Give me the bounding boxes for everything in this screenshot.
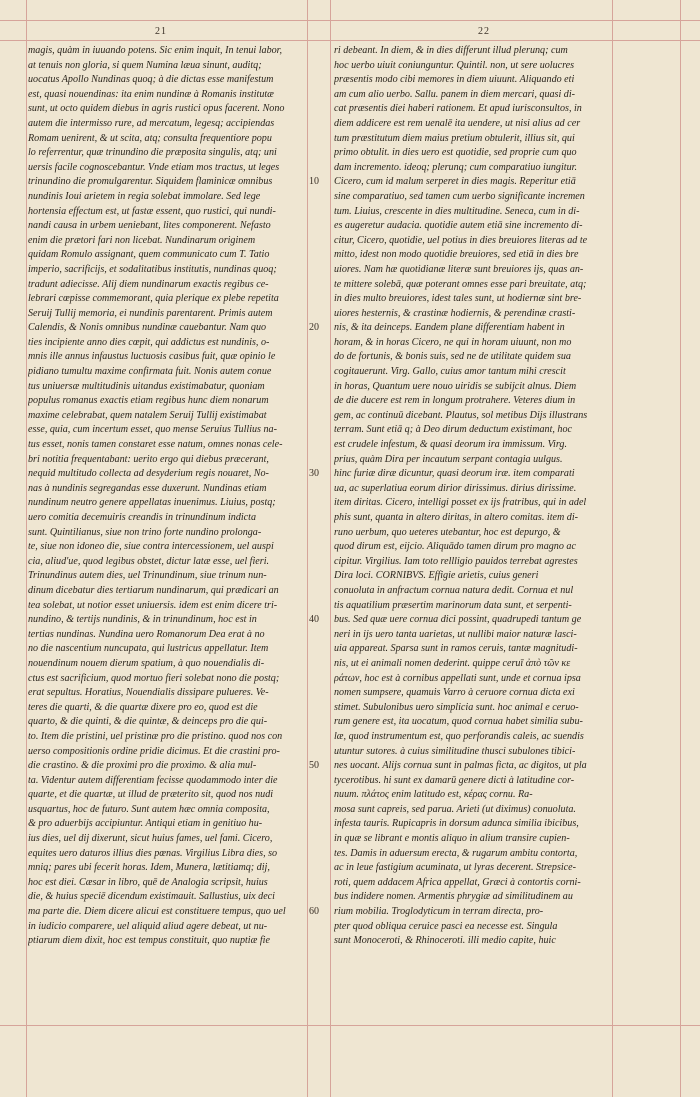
text-line: nundinum neutro genere appellatas inuenimus. Liuius, postq; <box>28 497 276 509</box>
gutter-rule-right <box>330 0 331 1097</box>
text-line: tes. Damis in aduersum erecta, & rugarum ambitu contorta, <box>334 847 578 859</box>
text-line: nes uocant. Alijs cornua sunt in palmas ficta, ac digitos, ut pla <box>334 760 587 772</box>
text-line: ma parte die. Diem dicere alicui est constituere tempus, quo uel <box>28 906 286 918</box>
text-line: tycerotibus. hi sunt ex damarū genere dicti à latitudine cor- <box>334 774 575 786</box>
text-line: dam incremento. ideoq; plerunq; cum comparatiuo iungitur. <box>334 161 577 173</box>
head-rule-top <box>0 20 700 21</box>
text-line: to. Item die pristini, uel pristinæ pro die pristino. quod nos con <box>28 730 283 742</box>
text-line: mosa sunt capreis, sed parua. Arieti (ut diximus) conuoluta. <box>334 803 576 815</box>
outer-rule-right <box>680 0 681 1097</box>
text-line: lo referrentur, quæ trinundino die præposita singulis, atq; uni <box>28 147 277 159</box>
text-line: quarto, & die quinti, & die quintæ, & deinceps pro die qui- <box>28 716 268 728</box>
text-line: uiores. Nam hæ quotidianæ literæ sunt breuiores ijs, quas an- <box>334 263 584 275</box>
text-line: sunt Monoceroti, & Rhinoceroti. illi medio capite, huic <box>334 935 556 947</box>
text-line: in horas, Quantum uere nouo uiridis se subijcit alnus. Diem <box>334 380 577 392</box>
text-line: Cicero, cum id malum serperet in dies magis. Reperitur etiā <box>334 176 576 188</box>
gutter-rule-left <box>307 0 308 1097</box>
text-line: nouendinum nouem dierum spatium, à quo nouendialis di- <box>28 657 265 669</box>
text-line: prius, quàm Dira per incautum serpant contagia uulgus. <box>334 453 563 465</box>
text-line: uocatus Apollo Nundinas quoq; à die dictas esse manifestum <box>28 74 274 86</box>
text-line: conuoluta in anfractum cornua natura dedit. Cornua et nul <box>334 584 574 596</box>
text-line: sunt, ut octo quidem diebus in agris rustici opus facerent. Nono <box>28 103 285 115</box>
text-line: nas à nundinis segregandas esse duxerunt. Nundinas etiam <box>28 482 267 494</box>
text-line: sunt. Quintilianus, siue non trino forte nundino prolonga- <box>28 526 262 538</box>
text-line: autem die intermisso rure, ad mercatum, legesq; accipiendas <box>28 117 275 129</box>
text-line: es augeretur audacia. quotidie autem etiā sine incremento di- <box>334 220 583 232</box>
text-line: nundinis Ioui arietem in regia solebat immolare. Sed lege <box>28 190 261 202</box>
text-line: infesta tauris. Rupicapris in dorsum adunca similia ibicibus, <box>334 818 579 830</box>
text-line: uerso compositionis ordine pridie dicimus. Et die crastini pro- <box>28 745 280 757</box>
text-line: tum. Liuius, crescente in dies multitudine. Seneca, cum in di- <box>334 205 580 217</box>
line-number: 20 <box>309 322 319 334</box>
text-line: in iudicio comparere, uel aliquid aliud agere debeat, ut nu- <box>28 920 268 932</box>
text-line: equites uero daturos illius dies pœnas. Virgilius Libra dies, so <box>28 847 278 859</box>
text-line: præsentis modo cibi memores in diem uiuunt. Aliquando eti <box>334 74 575 86</box>
text-line: bri notitia frequentabant: uerito ergo qui diebus præcerant, <box>28 453 269 465</box>
text-line: erat sepultus. Horatius, Nouendialis dissipare pulueres. Ve- <box>28 687 269 699</box>
text-line: rum genere est, ita uocatum, quod cornua habet similia subu- <box>334 716 583 728</box>
text-line: ta. Videntur autem differentiam fecisse quodammodo inter die <box>28 774 278 786</box>
text-line: sine comparatiuo, sed tamen cum uerbo significante incremen <box>334 190 585 202</box>
text-line: no die nascentium nuncupata, qui lustricus appellatur. Item <box>28 643 269 655</box>
text-line: pidiano tumultu maxime confirmata fuit. Nonis autem conue <box>28 366 272 378</box>
text-line: lebrari cœpisse commemorant, quia plerique ex plebe repetita <box>28 293 279 305</box>
text-line: bus. Sed quæ uere cornua dici possint, quadrupedi tantum ge <box>334 614 582 626</box>
text-line: in dies multo breuiores, idest tales sunt, ut hodiernæ sint bre- <box>334 293 582 305</box>
text-line: ua, ac superlatiua eorum dirior dirissimus. dirius dirissime. <box>334 482 577 494</box>
text-line: de die ducere est rem in longum protrahere. Veteres dium in <box>334 395 576 407</box>
text-line: hoc est diei. Cæsar in libro, quē de Analogia scripsit, huius <box>28 876 268 888</box>
text-line: enim die prætori fari non licebat. Nundinarum originem <box>28 234 256 246</box>
text-line: item diritas. Cicero, intelligi posset ex ijs fratribus, qui in adel <box>334 497 587 509</box>
text-line: tus uniuersæ multitudinis uitandus existimabatur, quoniam <box>28 380 265 392</box>
line-number: 60 <box>309 906 319 918</box>
text-line: stimet. Subulonibus uero simplicia sunt. hoc animal e ceruo- <box>334 701 579 713</box>
line-number: 40 <box>309 614 319 626</box>
text-line: neri in ijs uero tanta uarietas, ut nullibi maior naturæ lasci- <box>334 628 577 640</box>
text-line: nis, & ita deinceps. Eandem plane differentiam habent in <box>334 322 565 334</box>
text-line: Trinundinus autem dies, uel Trinundinum, siue trinum nun- <box>28 570 267 582</box>
text-line: tis aquatilium præsertim marinorum data sunt, et serpenti- <box>334 599 572 611</box>
text-line: usquartus, hoc de futuro. Sunt autem hæc omnia composita, <box>28 803 270 815</box>
right-text-column <box>334 44 611 949</box>
text-line: at tenuis non gloria, si quem Numina læua sinunt, auditq; <box>28 59 262 71</box>
text-line: nuum. πλάτος enim latitudo est, κέρας cornu. Ra- <box>334 789 533 801</box>
text-line: uiores hesternis, & crastinæ hodiernis, & perendinæ crasti- <box>334 307 576 319</box>
text-line: horam, & in horas Cicero, ne qui in horam uiuunt, non mo <box>334 336 572 348</box>
folio-right: 22 <box>478 26 490 37</box>
text-line: te mittere solebā, quæ poterant omnes esse pari breuitate, atq; <box>334 278 587 290</box>
line-number: 10 <box>309 176 319 188</box>
text-line: ράτων, hoc est à cornibus appellati sunt, unde et cornua ipsa <box>334 672 581 684</box>
text-line: nomen sumpsere, quamuis Varro à ceruore cornua dicta exi <box>334 687 575 699</box>
text-line: roti, quem addacem Africa appellat, Græci à contortis corni- <box>334 876 581 888</box>
text-line: rium mobilia. Troglodyticum in terram directa, pro- <box>334 906 544 918</box>
text-line: Dira loci. CORNIBVS. Effigie arietis, cuius generi <box>334 570 539 582</box>
text-line: pter quod obliqua ceruice pasci ea necesse est. Singula <box>334 920 558 932</box>
text-line: teres die quarti, & die quartæ dixere pro eo, quod est die <box>28 701 258 713</box>
text-line: runo uerbum, quo ueteres utebantur, hoc est depurgo, & <box>334 526 561 538</box>
foot-rule <box>0 1025 700 1026</box>
text-line: citur, Cicero, quotidie, uel potius in dies breuiores literas ad te <box>334 234 588 246</box>
text-line: nequid multitudo collecta ad desyderium regis nouaret, No- <box>28 468 269 480</box>
text-line: uia appareat. Sparsa sunt in ramos ceruis, tantæ magnitudi- <box>334 643 578 655</box>
text-line: tum præstitutum diem maius pretium obtulerit, illius sit, qui <box>334 132 575 144</box>
text-line: cat præsentis diei haberi rationem. Et apud iurisconsultos, in <box>334 103 582 115</box>
text-line: tea solebat, ut notior esset uniuersis. idem est enim dicere tri- <box>28 599 278 611</box>
text-line: tus esset, nonis tamen constaret esse natum, omnes nonas cele- <box>28 439 283 451</box>
text-line: bus indidere nomen. Armentis phrygiæ ad similitudinem au <box>334 891 573 903</box>
text-line: die crastino. & die proximi pro die proximo. & alia mul- <box>28 760 257 772</box>
text-line: cia, aliud'ue, quod legibus obstet, dictur latæ esse, uel fieri. <box>28 555 270 567</box>
text-line: do de fortunis, & bonis suis, sed ne de utilitate quidem sua <box>334 351 571 363</box>
text-line: & pro aduerbijs accipiuntur. Antiqui etiam in genitiuo hu- <box>28 818 263 830</box>
text-line: utuntur sutores. à cuius similitudine thusci subulones tibici- <box>334 745 576 757</box>
text-line: est crudele infestum, & quasi deorum ira immissum. Virg. <box>334 439 567 451</box>
folio-left: 21 <box>155 26 167 37</box>
text-line: nis, ut ei animali nomen dederint. quippe ceruī ἀπὸ τῶν κε <box>334 657 571 669</box>
text-line: ctus est sacrificium, quod mortuo fieri solebat nono die postq; <box>28 672 280 684</box>
head-rule-bottom <box>0 40 700 41</box>
text-line: Romam uenirent, & ut scita, atq; consulta frequentiore popu <box>28 132 272 144</box>
text-line: maxime celebrabat, quem natalem Seruij Tullij existimabat <box>28 409 267 421</box>
text-line: diem addicere est rem uenalē ita uendere, ut nisi alius ad cer <box>334 117 581 129</box>
text-line: ties incipiente anno dies cœpit, qui addictus est nundinis, o- <box>28 336 270 348</box>
text-line: hortensia effectum est, ut fastæ essent, quo rustici, qui nundi- <box>28 205 276 217</box>
text-line: uersis facile cognoscebantur. Vnde etiam mos tractus, ut leges <box>28 161 280 173</box>
text-line: ac in leue fastigium acuminata, ut lyras decerent. Strepsice- <box>334 862 577 874</box>
text-line: tertias nundinas. Nundina uero Romanorum Dea erat à no <box>28 628 265 640</box>
text-line: hoc uerbo uiuit coniunguntur. Quintil. non, ut sere uolucres <box>334 59 575 71</box>
text-line: uero comitia decemuiris creandis in trinundinum indicta <box>28 512 257 523</box>
text-line: cogitauerunt. Virg. Gallo, cuius amor tantum mihi crescit <box>334 366 566 378</box>
text-line: quod dirum est, eijcio. Aliquādo tamen dirum pro magno ac <box>334 541 576 553</box>
text-line: phis sunt, quanta in altero diritas, in altero comitas. item di- <box>334 512 579 523</box>
text-line: mniq; pares ubi fecerit horas. Idem, Munera, lætitiamq; dij, <box>28 862 270 874</box>
text-line: ri debeant. In diem, & in dies differunt illud plerunq; cum <box>334 45 568 56</box>
text-line: ptiarum diem dixit, hoc est tempus constituit, quo nuptiæ fie <box>28 935 270 947</box>
text-line: die, & huius speciē dicendum existimauit. Sallustius, uix deci <box>28 891 275 903</box>
text-line: tradunt adiecisse. Alij diem nundinarum exactis regibus ce- <box>28 278 269 290</box>
text-line: primo obtulit. in dies uero est quotidie, sed proprie cum quo <box>334 147 577 159</box>
text-line: cipitur. Virgilius. Iam toto rellligio pauidos terrebat agrestes <box>334 555 578 567</box>
text-line: læ, quod instrumentum est, quo perforandis caleis, ac suendis <box>334 730 584 742</box>
text-line: quidam Romulo assignant, quem communicato cum T. Tatio <box>28 249 270 261</box>
text-line: populus romanus exactis etiam regibus hunc diem nonarum <box>28 395 269 407</box>
text-line: dinum dicebatur dies tertiarum nundinarum, qui prædicari an <box>28 584 279 596</box>
text-line: mnis ille annus infaustus luctuosis casibus fuit, quæ opinio le <box>28 351 276 363</box>
text-line: ius dies, uel dij dixerunt, sicut huius fames, uel fami. Cicero, <box>28 833 273 845</box>
left-text-column <box>28 44 305 949</box>
line-number: 30 <box>309 468 319 480</box>
margin-rule-right <box>612 0 613 1097</box>
text-line: quarte, et die quartæ, ut illud de præterito sit, quod nos nudi <box>28 789 274 801</box>
text-line: in quæ se librant e montis aliquo in alium transire cupien- <box>334 833 570 845</box>
text-line: gem, ac continuū dicebant. Plautus, sol metibus Dijs illustrans <box>334 409 588 421</box>
text-line: imperio, sacrificijs, et sodalitatibus institutis, nundinas quoq; <box>28 263 277 275</box>
text-line: te, siue non idoneo die, siue contra intercessionem, uel auspi <box>28 541 274 553</box>
text-line: est, quasi nouendinas: ita enim nundinæ à Romanis institutæ <box>28 88 274 100</box>
text-line: nandi causa in urbem ueniebant, lites componerent. Nefasto <box>28 220 271 232</box>
text-line: terram. Sunt etiā q; à Deo dirum deductum existimant, hoc <box>334 424 573 436</box>
text-line: trinundino die promulgarentur. Siquidem flaminicæ omnibus <box>28 176 273 188</box>
text-line: am cum alio uerbo. Sallu. panem in diem mercari, quasi di- <box>334 88 576 100</box>
text-line: esse, quia, cum incertum esset, quo mense Seruius Tullius na- <box>28 424 277 436</box>
text-line: Calendis, & Nonis omnibus nundinæ cauebantur. Nam quo <box>28 322 267 334</box>
text-line: magis, quàm in iuuando potens. Sic enim inquit, In tenui labor, <box>28 45 283 56</box>
line-number: 50 <box>309 760 319 772</box>
margin-rule-left <box>26 0 27 1097</box>
text-line: hinc furiæ diræ dicuntur, quasi deorum iræ. item comparati <box>334 468 575 480</box>
text-line: Seruij Tullij memoria, ei nundinis parentarent. Primis autem <box>28 307 273 319</box>
text-line: mitto, idest non modo quotidie breuiores, sed etiā in dies bre <box>334 249 579 261</box>
text-line: nundino, & tertijs nundinis, & in trinundinum, hoc est in <box>28 614 257 626</box>
